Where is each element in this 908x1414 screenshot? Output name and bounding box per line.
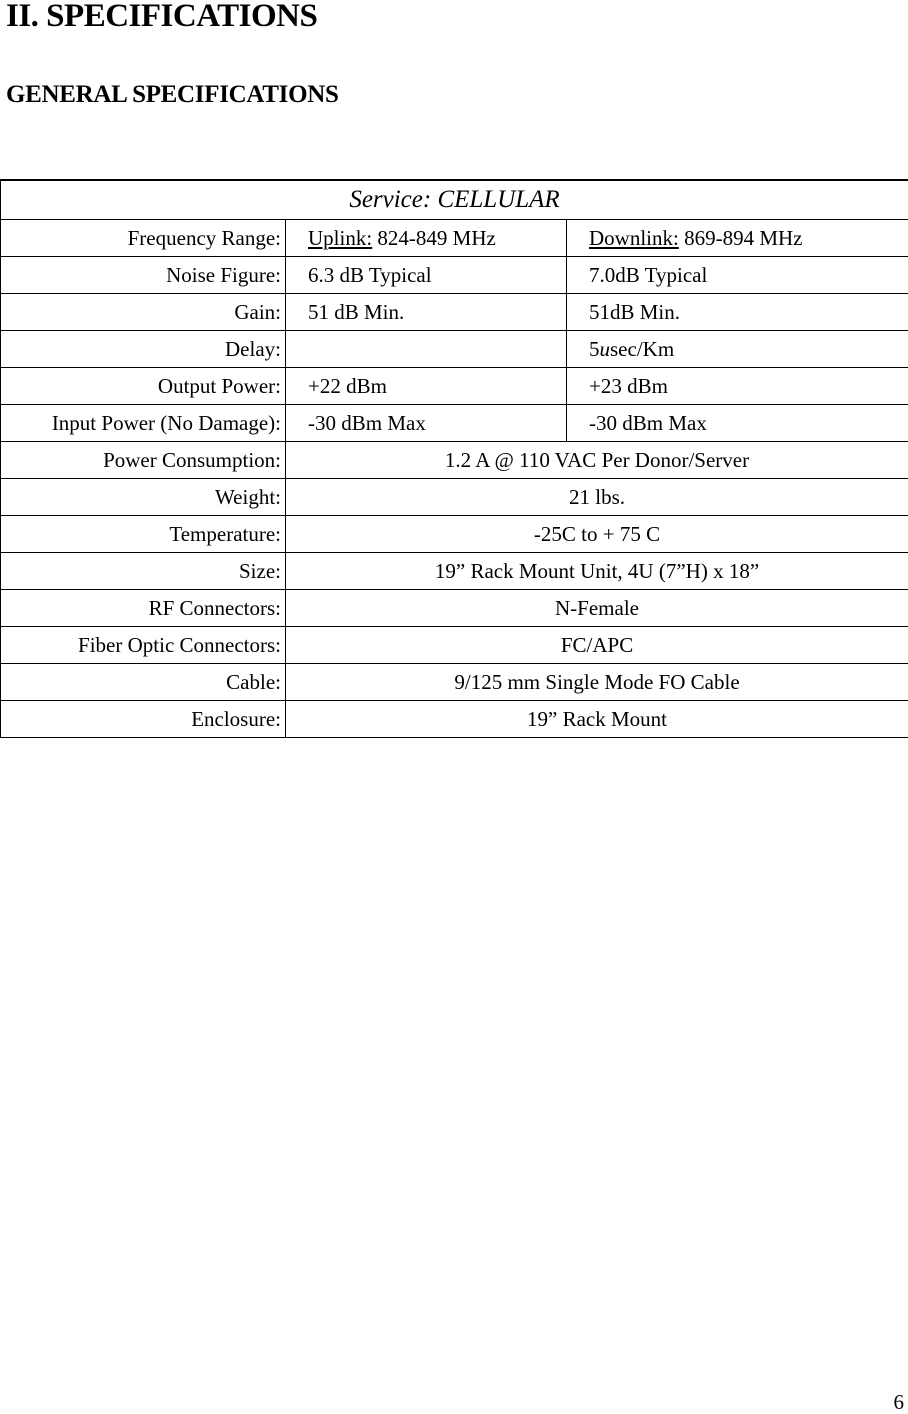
downlink-value: 7.0dB Typical xyxy=(567,257,908,294)
table-row xyxy=(1,405,908,442)
uplink-value: +22 dBm xyxy=(286,368,567,405)
uplink-range: 824-849 MHz xyxy=(372,226,496,250)
row-label: Power Consumption: xyxy=(1,442,286,479)
downlink-value: -30 dBm Max xyxy=(567,405,908,442)
downlink-value xyxy=(567,220,908,257)
uplink-value: -30 dBm Max xyxy=(286,405,567,442)
table-row xyxy=(1,516,908,553)
table-row xyxy=(1,442,908,479)
row-label: Weight: xyxy=(1,479,286,516)
row-label: Fiber Optic Connectors: xyxy=(1,627,286,664)
downlink-value: 51dB Min. xyxy=(567,294,908,331)
micro-symbol: u xyxy=(600,337,611,361)
row-label: Noise Figure: xyxy=(1,257,286,294)
delay-unit: sec/Km xyxy=(610,337,674,361)
row-value: -25C to + 75 C xyxy=(286,516,908,553)
specifications-table xyxy=(0,179,908,738)
uplink-value: 6.3 dB Typical xyxy=(286,257,567,294)
row-value: FC/APC xyxy=(286,627,908,664)
page-heading: II. SPECIFICATIONS xyxy=(6,0,317,36)
downlink-prefix: Downlink: xyxy=(589,226,679,250)
service-title: Service: CELLULAR xyxy=(1,180,908,220)
uplink-value xyxy=(286,220,567,257)
downlink-value: +23 dBm xyxy=(567,368,908,405)
row-label: Cable: xyxy=(1,664,286,701)
table-row xyxy=(1,257,908,294)
row-label: Delay: xyxy=(1,331,286,368)
table-row xyxy=(1,553,908,590)
table-row xyxy=(1,664,908,701)
table-row xyxy=(1,479,908,516)
service-row xyxy=(1,180,908,220)
table-row xyxy=(1,701,908,738)
row-value: 19” Rack Mount Unit, 4U (7”H) x 18” xyxy=(286,553,908,590)
uplink-value: 51 dB Min. xyxy=(286,294,567,331)
uplink-prefix: Uplink: xyxy=(308,226,372,250)
row-value: N-Female xyxy=(286,590,908,627)
table-row xyxy=(1,220,908,257)
row-label: RF Connectors: xyxy=(1,590,286,627)
table-row xyxy=(1,331,908,368)
table-row xyxy=(1,294,908,331)
row-label: Input Power (No Damage): xyxy=(1,405,286,442)
uplink-value xyxy=(286,331,567,368)
table-row xyxy=(1,590,908,627)
page-number: 6 xyxy=(894,1390,905,1414)
row-value: 21 lbs. xyxy=(286,479,908,516)
table-row xyxy=(1,368,908,405)
row-label: Size: xyxy=(1,553,286,590)
row-value: 1.2 A @ 110 VAC Per Donor/Server xyxy=(286,442,908,479)
row-value: 19” Rack Mount xyxy=(286,701,908,738)
row-value: 9/125 mm Single Mode FO Cable xyxy=(286,664,908,701)
table-row xyxy=(1,627,908,664)
row-label: Temperature: xyxy=(1,516,286,553)
downlink-value xyxy=(567,331,908,368)
row-label: Output Power: xyxy=(1,368,286,405)
downlink-range: 869-894 MHz xyxy=(679,226,803,250)
delay-number: 5 xyxy=(589,337,600,361)
row-label: Gain: xyxy=(1,294,286,331)
section-heading: GENERAL SPECIFICATIONS xyxy=(6,78,339,112)
row-label: Enclosure: xyxy=(1,701,286,738)
row-label: Frequency Range: xyxy=(1,220,286,257)
